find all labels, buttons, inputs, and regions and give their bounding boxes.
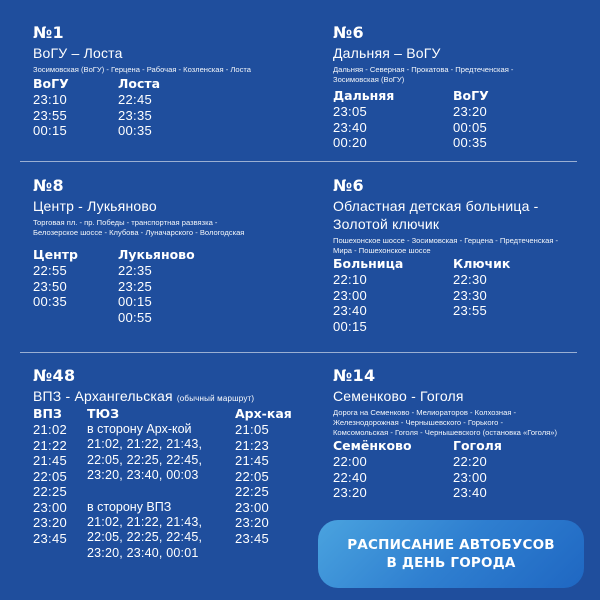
timetable-column xyxy=(453,256,553,334)
departure-time: 22:40 xyxy=(333,469,368,485)
route-stops xyxy=(333,65,588,85)
route-1-timetable xyxy=(33,76,203,139)
departure-times-line: 21:02, 21:22, 21:43, xyxy=(87,437,203,451)
route-stops xyxy=(333,408,593,438)
departure-time: 00:15 xyxy=(333,318,368,334)
departure-time: 00:15 xyxy=(33,123,68,138)
departure-time: 21:05 xyxy=(235,422,270,437)
column-header: ВПЗ xyxy=(33,406,62,421)
departure-time: 22:20 xyxy=(453,454,488,469)
route-name xyxy=(333,197,593,233)
departure-time: 23:30 xyxy=(453,287,488,303)
route-name: Дальняя – ВоГУ xyxy=(333,45,441,61)
departure-times-line: 23:20, 23:40, 00:01 xyxy=(87,545,199,560)
route-stops-line: Мира - Пошехонское шоссе xyxy=(333,246,431,255)
departure-time: 21:02 xyxy=(33,422,68,437)
departure-time: 23:00 xyxy=(453,469,488,485)
route-stops-line: Пошехонское шоссе - Зосимовская - Герцена - Предтеченская - xyxy=(333,236,559,245)
column-header: ТЮЗ xyxy=(87,406,120,421)
timetable-column xyxy=(333,438,453,501)
route-stops xyxy=(333,236,593,256)
route-name: Центр - Лукьяново xyxy=(33,198,157,214)
column-header: Больница xyxy=(333,256,404,271)
departure-time: 23:35 xyxy=(118,107,153,123)
departure-time: 21:45 xyxy=(33,453,68,468)
banner-title-line-2: В ДЕНЬ ГОРОДА xyxy=(386,555,516,571)
departure-time: 23:25 xyxy=(118,278,153,294)
departure-time: 23:40 xyxy=(333,303,368,318)
divider-row-2 xyxy=(20,352,577,353)
column-header: ВоГУ xyxy=(33,76,69,91)
departure-time: 23:20 xyxy=(333,485,368,500)
column-header: Дальняя xyxy=(333,88,395,103)
route-6-hospital-timetable xyxy=(333,256,553,334)
departure-time: 23:45 xyxy=(235,530,270,546)
direction-header: в сторону Арх-кой xyxy=(87,422,192,436)
route-stops xyxy=(33,218,313,238)
banner-title-line-1: РАСПИСАНИЕ АВТОБУСОВ xyxy=(347,537,555,553)
route-number: №6 xyxy=(333,176,364,195)
route-name xyxy=(33,387,323,408)
route-stops-line: Дальняя - Северная - Прокатова - Предтеченская - xyxy=(333,65,514,74)
route-number: №1 xyxy=(33,23,64,42)
route-8-timetable xyxy=(33,247,228,325)
departure-time: 22:05 xyxy=(235,468,270,484)
departure-time: 23:10 xyxy=(33,92,68,107)
route-name: Семенково - Гоголя xyxy=(333,388,464,404)
time-list xyxy=(333,272,453,334)
route-name-text: ВПЗ - Архангельская xyxy=(33,388,173,404)
timetable-column-tyuz xyxy=(87,406,235,561)
timetable-column-arh xyxy=(235,406,305,561)
route-stops-line: Комсомольская - Гоголя - Чернышевского (остановка «Гоголя») xyxy=(333,428,558,437)
route-name-line: Областная детская больница - xyxy=(333,198,539,214)
departure-times-line: 22:05, 22:25, 22:45, xyxy=(87,530,203,544)
route-number: №14 xyxy=(333,366,376,385)
departure-time: 23:00 xyxy=(333,287,368,303)
departure-time: 23:00 xyxy=(33,499,68,515)
departure-time: 00:15 xyxy=(118,294,153,309)
timetable-column xyxy=(333,88,453,151)
time-list xyxy=(453,104,553,151)
direction-header: в сторону ВПЗ xyxy=(87,499,172,514)
departure-time: 23:05 xyxy=(333,104,368,119)
column-header: Ключик xyxy=(453,256,511,271)
column-header: Лукьяново xyxy=(118,247,195,262)
time-list xyxy=(118,92,203,139)
route-1-block xyxy=(33,24,303,75)
timetable-column xyxy=(118,76,203,139)
departure-time: 22:30 xyxy=(453,272,488,287)
route-14-timetable xyxy=(333,438,553,501)
time-list xyxy=(453,454,553,501)
departure-time: 23:20 xyxy=(235,515,270,530)
departure-time: 22:25 xyxy=(235,484,270,499)
route-48-timetable xyxy=(33,406,305,561)
departure-time: 21:22 xyxy=(33,437,68,453)
direction-group xyxy=(87,422,235,484)
departure-time: 22:10 xyxy=(333,272,368,287)
departure-time: 00:35 xyxy=(453,135,488,150)
departure-time: 00:20 xyxy=(333,135,368,150)
departure-times-line: 23:20, 23:40, 00:03 xyxy=(87,468,199,482)
time-list xyxy=(453,272,553,319)
route-6-hospital-block xyxy=(333,177,593,256)
timetable-column xyxy=(333,256,453,334)
departure-time: 00:05 xyxy=(453,119,488,135)
route-stops: Зосимовская (ВоГУ) - Герцена - Рабочая - Козленская - Лоста xyxy=(33,65,251,74)
departure-time: 22:35 xyxy=(118,263,153,278)
route-note: (обычный маршрут) xyxy=(176,394,255,403)
departure-time: 22:45 xyxy=(118,92,153,107)
route-name: ВоГУ – Лоста xyxy=(33,45,123,61)
departure-time: 23:20 xyxy=(453,104,488,119)
departure-time: 23:40 xyxy=(453,485,488,500)
title-banner xyxy=(318,520,584,588)
departure-time: 23:55 xyxy=(33,107,68,123)
departure-time: 22:00 xyxy=(333,454,368,469)
column-header: Гоголя xyxy=(453,438,502,453)
route-8-block xyxy=(33,177,313,238)
departure-time: 23:45 xyxy=(33,530,68,546)
departure-time: 22:05 xyxy=(33,468,68,484)
route-48-block xyxy=(33,367,323,408)
time-list xyxy=(33,263,118,310)
route-number: №6 xyxy=(333,23,364,42)
route-stops-line: Белозерское шоссе - Клубова - Луначарского - Вологодская xyxy=(33,228,245,237)
time-list xyxy=(333,454,453,501)
timetable-column xyxy=(453,438,553,501)
departure-time: 00:35 xyxy=(118,123,153,138)
route-14-block xyxy=(333,367,593,438)
time-list xyxy=(33,422,87,546)
column-header: Центр xyxy=(33,247,78,262)
route-stops-line: Железнодорожная - Чернышевского - Горького - xyxy=(333,418,504,427)
column-header: Семёнково xyxy=(333,438,412,453)
timetable-column xyxy=(33,247,118,325)
route-stops-line: Зосимовская (ВоГУ) xyxy=(333,75,405,84)
route-name-line: Золотой ключик xyxy=(333,216,440,232)
departure-time: 23:50 xyxy=(33,278,68,294)
time-list xyxy=(118,263,228,325)
departure-time: 21:45 xyxy=(235,453,270,468)
column-header: Лоста xyxy=(118,76,161,91)
time-list xyxy=(33,92,118,139)
timetable-column xyxy=(118,247,228,325)
departure-times-line: 22:05, 22:25, 22:45, xyxy=(87,452,203,467)
time-list xyxy=(333,104,453,151)
route-stops-line: Дорога на Семенково - Мелиораторов - Колхозная - xyxy=(333,408,517,417)
direction-group xyxy=(87,500,235,562)
route-number: №48 xyxy=(33,366,76,385)
departure-time: 21:23 xyxy=(235,437,270,453)
time-list xyxy=(235,422,305,546)
route-stops-line: Торговая пл. - пр. Победы - транспортная развязка - xyxy=(33,218,218,227)
departure-time: 23:20 xyxy=(33,515,68,530)
departure-time: 23:00 xyxy=(235,499,270,515)
timetable-column-vpz xyxy=(33,406,87,561)
timetable-column xyxy=(33,76,118,139)
timetable-column xyxy=(453,88,553,151)
departure-time: 00:55 xyxy=(118,309,153,325)
column-header: Арх-кая xyxy=(235,406,292,421)
departure-time: 22:55 xyxy=(33,263,68,278)
divider-row-1 xyxy=(20,161,577,162)
route-number: №8 xyxy=(33,176,64,195)
departure-time: 22:25 xyxy=(33,484,68,499)
departure-times-line: 21:02, 21:22, 21:43, xyxy=(87,514,203,529)
departure-time: 00:35 xyxy=(33,294,68,309)
route-6-dalnyaya-block xyxy=(333,24,588,85)
departure-time: 23:55 xyxy=(453,303,488,318)
departure-time: 23:40 xyxy=(333,119,368,135)
route-6-dalnyaya-timetable xyxy=(333,88,553,151)
column-header: ВоГУ xyxy=(453,88,489,103)
